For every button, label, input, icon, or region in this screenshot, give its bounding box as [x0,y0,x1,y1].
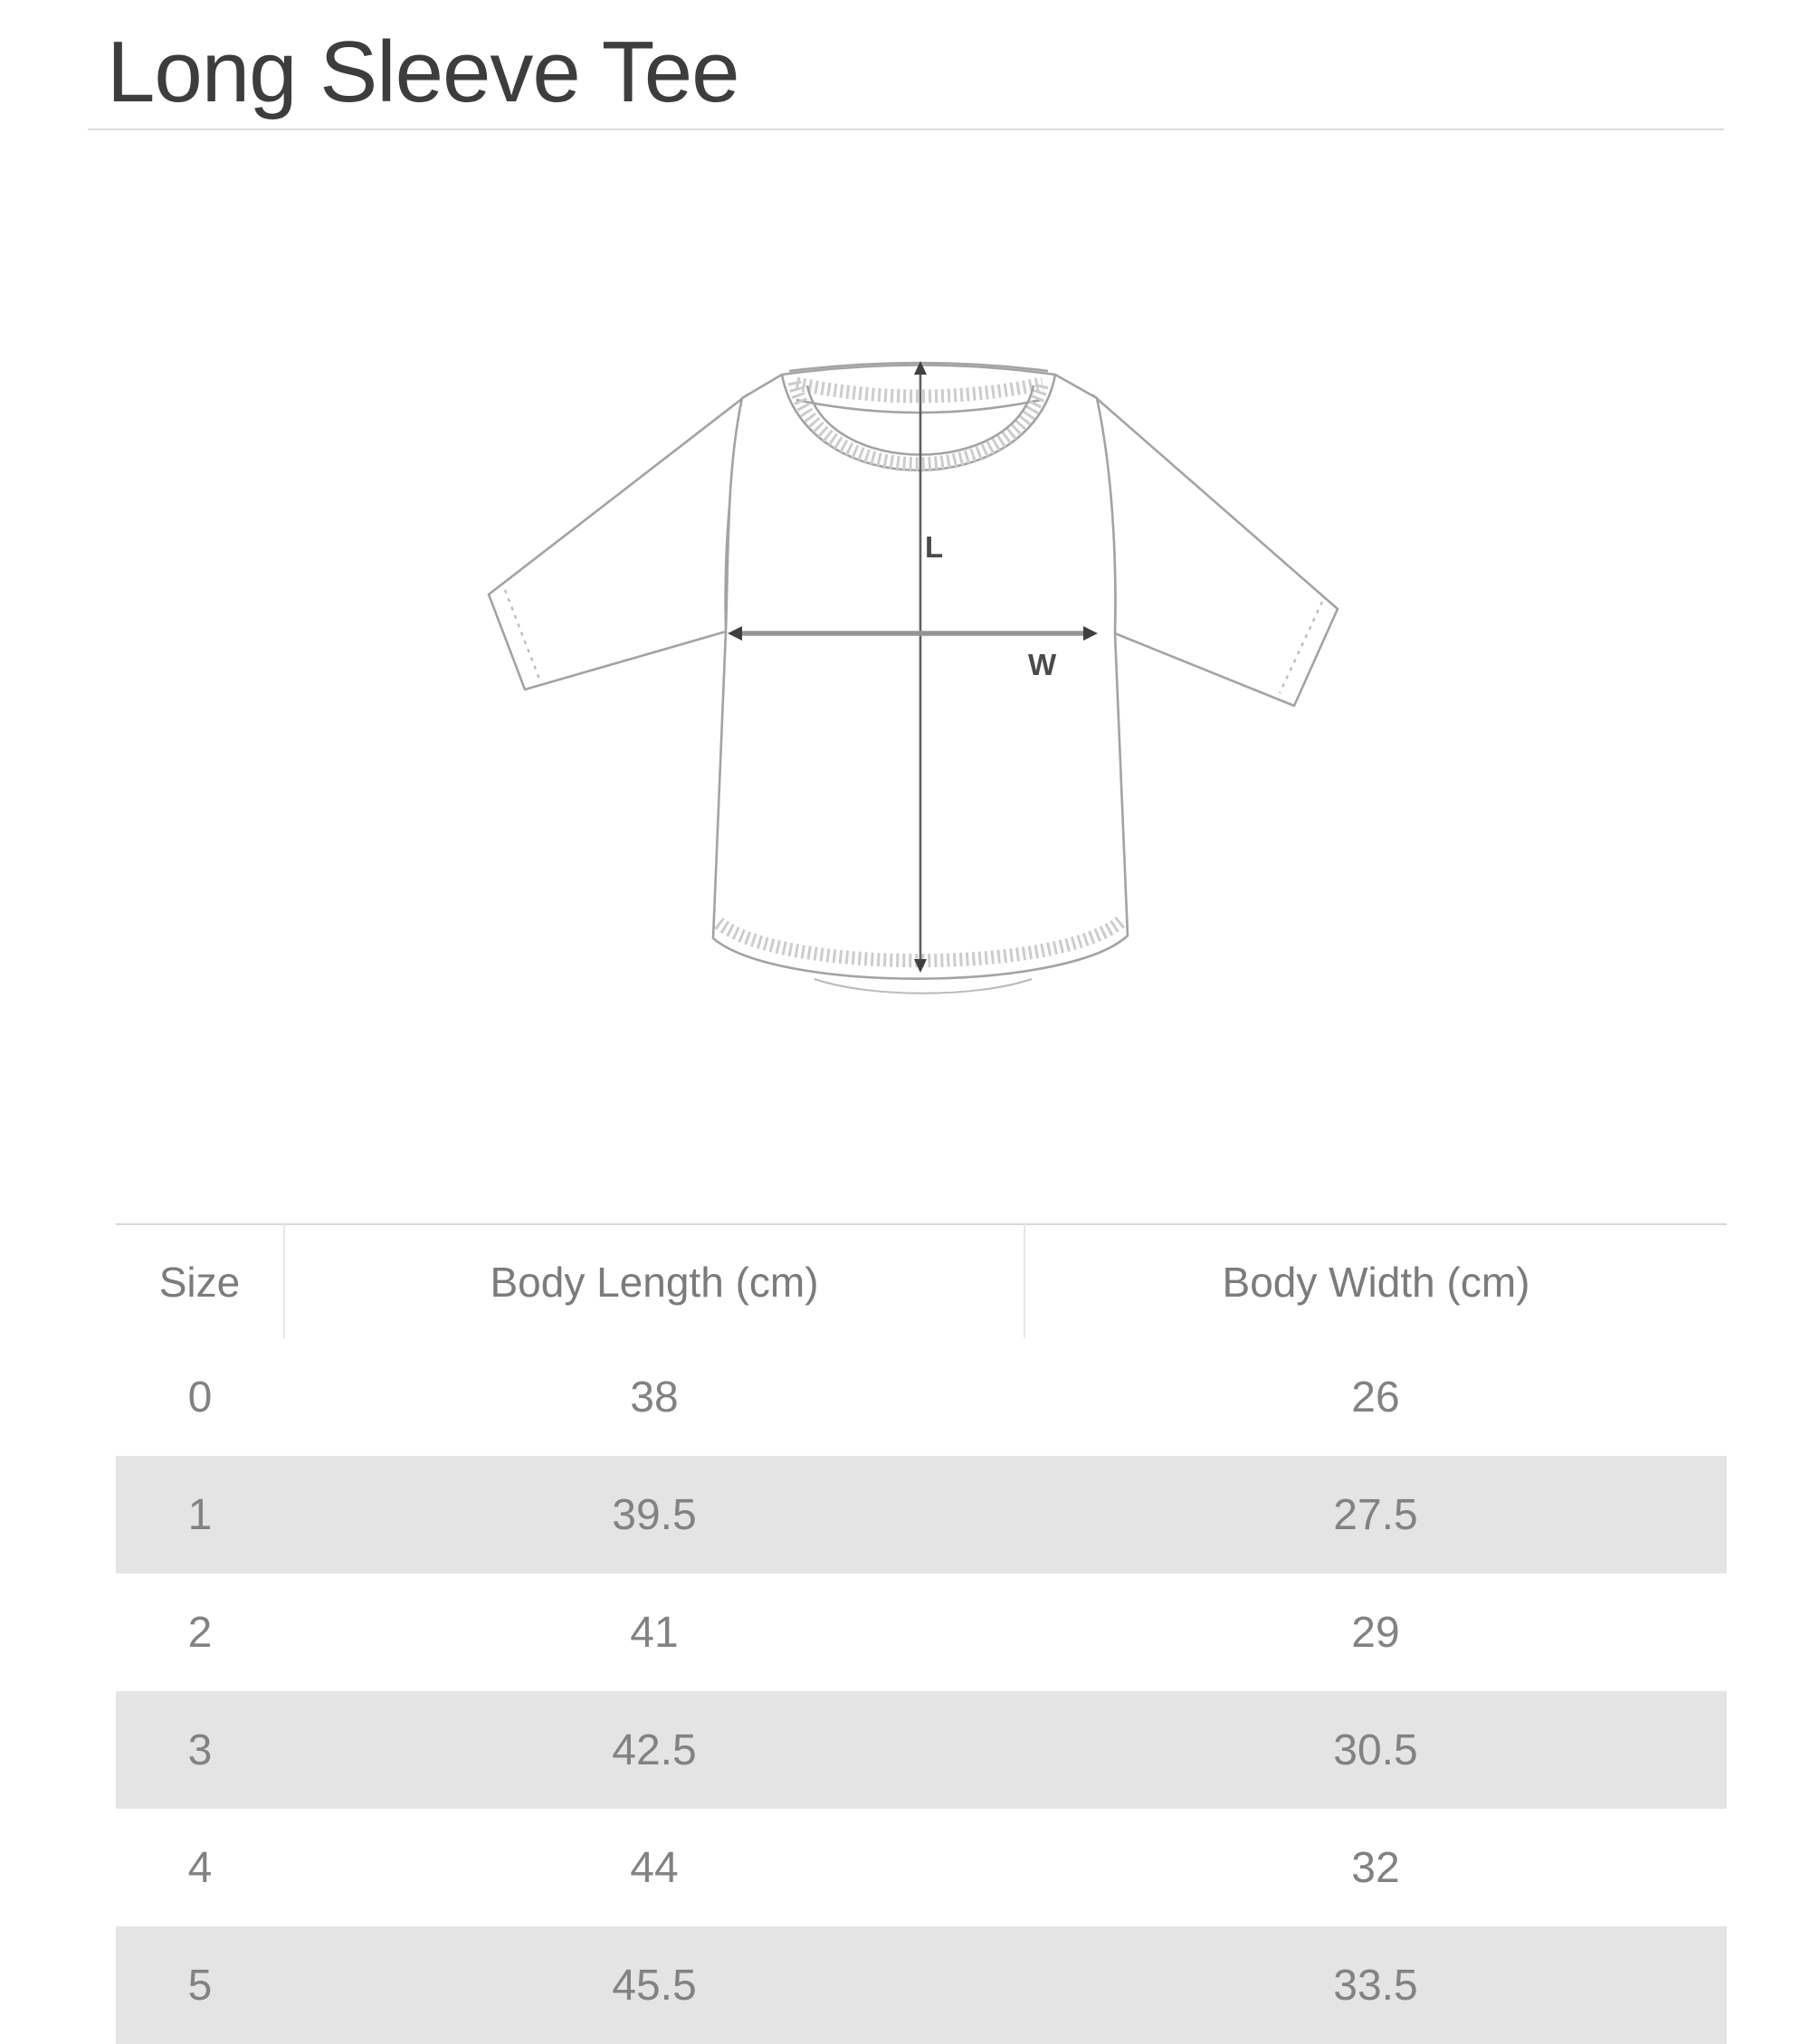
size-cell: 5 [187,1961,213,2010]
header-row [116,1224,1727,1338]
body-width-cell: 33.5 [1333,1961,1418,2010]
body-width-cell: 27.5 [1333,1490,1418,1539]
size-table-body [116,1338,1727,2044]
tee-diagram-svg [317,326,1529,1050]
size-cell: 0 [187,1373,213,1421]
left-sleeve [489,395,748,689]
size-table [116,1223,1727,2044]
width-label: W [1028,648,1057,681]
body-length-column-header: Body Length (cm) [284,1224,1024,1338]
size-cell: 1 [187,1490,213,1539]
right-sleeve [1093,395,1338,706]
size-cell: 4 [187,1843,213,1892]
body-length-cell: 45.5 [612,1961,697,2010]
length-label: L [925,530,944,564]
table-row [116,1809,1727,1926]
body-width-cell: 32 [1351,1843,1400,1892]
hem-under-curve [814,979,1032,993]
page-title: Long Sleeve Tee [107,24,739,120]
size-table-header [116,1224,1727,1338]
body-length-cell: 44 [630,1843,679,1892]
body-width-cell: 29 [1351,1608,1400,1657]
size-cell: 2 [187,1608,213,1657]
body-length-cell: 41 [630,1608,679,1657]
body-length-cell: 42.5 [612,1726,697,1774]
table-row [116,1691,1727,1809]
size-cell: 3 [187,1726,213,1774]
table-row [116,1338,1727,1456]
body-length-cell: 38 [630,1373,679,1421]
body-width-cell: 26 [1351,1373,1400,1421]
body-width-cell: 30.5 [1333,1726,1418,1774]
table-row [116,1573,1727,1691]
body-length-cell: 39.5 [612,1490,697,1539]
table-row [116,1926,1727,2044]
table-row [116,1456,1727,1573]
size-column-header: Size [116,1224,284,1338]
body-width-column-header: Body Width (cm) [1024,1224,1727,1338]
